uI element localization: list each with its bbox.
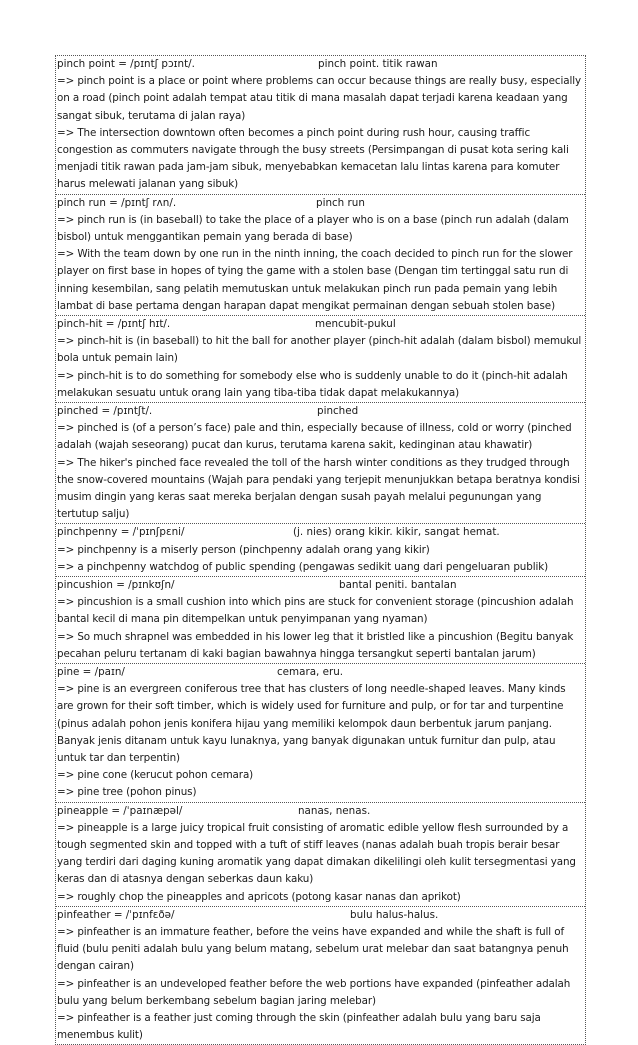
entry-definition: => pinch-hit is to do something for somebody else who is suddenly unable to do it (pinch-hit adalah melakukan sesuatu untuk orang lain yang tiba-tiba tidak dapat melakukannya) bbox=[57, 369, 568, 399]
entry-term: pinch-hit = /pɪntʃ hɪt/. bbox=[57, 318, 171, 331]
dictionary-entry bbox=[56, 664, 585, 803]
entry-headline bbox=[57, 803, 584, 820]
entry-example: => pine tree (pohon pinus) bbox=[57, 786, 197, 799]
entry-definition: => pinchpenny is a miserly person (pinchpenny adalah orang yang kikir) bbox=[57, 543, 430, 556]
entry-headline bbox=[57, 195, 584, 212]
entry-headline bbox=[57, 403, 584, 420]
entry-example: => So much shrapnel was embedded in his lower leg that it bristled like a pincushion (Begitu banyak pecahan peluru tertanam di kaki bagian bawahnya hingga tersangkut seperti bantalan jarum) bbox=[57, 630, 574, 660]
entry-example: => roughly chop the pineapples and apricots (potong kasar nanas dan aprikot) bbox=[57, 890, 461, 903]
entry-term: pinch run = /pɪntʃ rʌn/. bbox=[57, 196, 177, 209]
entry-translation: mencubit-pukul bbox=[315, 318, 396, 331]
entry-term: pinfeather = /ˈpɪnfɛðə/ bbox=[57, 908, 175, 921]
entry-translation: pinched bbox=[317, 405, 359, 418]
entry-headline bbox=[57, 56, 584, 73]
entry-example: => pine cone (kerucut pohon cemara) bbox=[57, 769, 254, 782]
entry-definition: => pinch-hit is (in baseball) to hit the ball for another player (pinch-hit adalah (dalam bisbol) memukul bola untuk pemain lain) bbox=[57, 335, 582, 365]
entry-term: pine = /paɪn/ bbox=[57, 666, 125, 679]
entry-definition: => pinch run is (in baseball) to take the place of a player who is on a base (pinch run adalah (dalam bisbol) untuk menggantikan pemain yang berada di base) bbox=[57, 213, 569, 243]
entry-example: => With the team down by one run in the ninth inning, the coach decided to pinch run for the slower player on first base in hopes of tying the game with a stolen base (Dengan tim tertinggal satu run di inning kesembilan, sang pelatih memutuskan untuk melakukan pinch run pada pemain yang lebih lambat di base pertama dengan harapan dapat mengikat permainan dengan sebuah stolen base) bbox=[57, 248, 573, 312]
dictionary-entry bbox=[56, 803, 585, 907]
entry-headline bbox=[57, 524, 584, 541]
entry-term: pincushion = /pɪnkʊʃn/ bbox=[57, 579, 175, 592]
entry-headline bbox=[57, 907, 584, 924]
entry-headline bbox=[57, 316, 584, 333]
entry-translation: bulu halus-halus. bbox=[350, 908, 439, 921]
entry-translation: cemara, eru. bbox=[277, 666, 344, 679]
dictionary-entry bbox=[56, 403, 585, 524]
entry-example: => The intersection downtown often becomes a pinch point during rush hour, causing traffic congestion as commuters navigate through the busy streets (Persimpangan di pusat kota sering kali menjadi titik rawan pada jam-jam sibuk, menyebabkan kemacetan lalu lintas karena para komuter harus melewati jalanan yang sibuk) bbox=[57, 126, 569, 191]
dictionary-entry bbox=[56, 907, 585, 1045]
entry-term: pinched = /pɪntʃt/. bbox=[57, 405, 153, 418]
dictionary-entry bbox=[56, 195, 585, 316]
entry-translation: nanas, nenas. bbox=[298, 804, 371, 817]
entry-translation: bantal peniti. bantalan bbox=[339, 579, 457, 592]
entry-example: => The hiker's pinched face revealed the toll of the harsh winter conditions as they trudged through the snow-covered mountains (Wajah para pendaki yang terjepit menunjukkan betapa beratnya kondisi musim dingin yang keras saat mereka berjalan dengan susah payah melalui pegunungan yang tertutup salju) bbox=[57, 456, 580, 521]
dictionary-entry bbox=[56, 56, 585, 195]
entry-definition: => pinch point is a place or point where problems can occur because things are really busy, especially on a road (pinch point adalah tempat atau titik di mana masalah dapat terjadi karena keadaan yang sangat sibuk, terutama di jalan raya) bbox=[57, 75, 582, 122]
entry-definition: => pincushion is a small cushion into which pins are stuck for convenient storage (pincushion adalah bantal kecil di mana pin ditempelkan untuk penyimpanan yang nyaman) bbox=[57, 596, 574, 626]
entry-definition: => pinched is (of a person’s face) pale and thin, especially because of illness, cold or worry (pinched adalah (wajah seseorang) pucat dan kurus, terutama karena sakit, kedinginan atau khawatir) bbox=[57, 422, 572, 452]
entry-definition: => pine is an evergreen coniferous tree that has clusters of long needle-shaped leaves. Many kinds are grown for their soft timber, which is widely used for furniture and pulp, or for tar and turpentine (pinus adalah pohon jenis konifera hijau yang memiliki kelompok daun berbentuk jarum panjang. Banyak jenis ditanam untuk kayu lunaknya, yang banyak digunakan untuk furnitur dan pulp, atau untuk tar dan terpentin) bbox=[57, 683, 566, 765]
entry-term: pineapple = /ˈpaɪnæpəl/ bbox=[57, 804, 183, 817]
dictionary-entry bbox=[56, 577, 585, 664]
entry-definition: => pinfeather is an immature feather, before the veins have expanded and while the shaft is full of fluid (bulu peniti adalah bulu yang belum matang, sebelum urat melebar dan saat batangnya penuh dengan cairan) bbox=[57, 926, 569, 973]
entry-definition: => pinfeather is a feather just coming through the skin (pinfeather adalah bulu yang baru saja menembus kulit) bbox=[57, 1012, 541, 1042]
entry-headline bbox=[57, 577, 584, 594]
entry-translation: pinch run bbox=[316, 196, 365, 209]
entry-definition: => pinfeather is an undeveloped feather before the web portions have expanded (pinfeather adalah bulu yang belum berkembang sebelum bagian jaring melebar) bbox=[57, 977, 571, 1007]
entry-example: => a pinchpenny watchdog of public spending (pengawas sedikit uang dari pengeluaran publik) bbox=[57, 560, 549, 573]
entry-definition: => pineapple is a large juicy tropical fruit consisting of aromatic edible yellow flesh surrounded by a tough segmented skin and topped with a tuft of stiff leaves (nanas adalah buah tropis berair besar yang terdiri dari daging kuning aromatik yang dapat dimakan dikelilingi oleh kulit tersegmentasi yang keras dan di atasnya dengan seberkas daun kaku) bbox=[57, 821, 576, 886]
dictionary-entry bbox=[56, 524, 585, 577]
entry-term: pinch point = /pɪntʃ pɔɪnt/. bbox=[57, 58, 195, 70]
entry-translation: (j. nies) orang kikir. kikir, sangat hemat. bbox=[293, 526, 500, 539]
dictionary-page bbox=[55, 55, 586, 1045]
entry-translation: pinch point. titik rawan bbox=[318, 58, 438, 70]
entry-term: pinchpenny = /ˈpɪnʃpɛni/ bbox=[57, 526, 185, 539]
entry-headline bbox=[57, 664, 584, 681]
dictionary-entry bbox=[56, 316, 585, 403]
